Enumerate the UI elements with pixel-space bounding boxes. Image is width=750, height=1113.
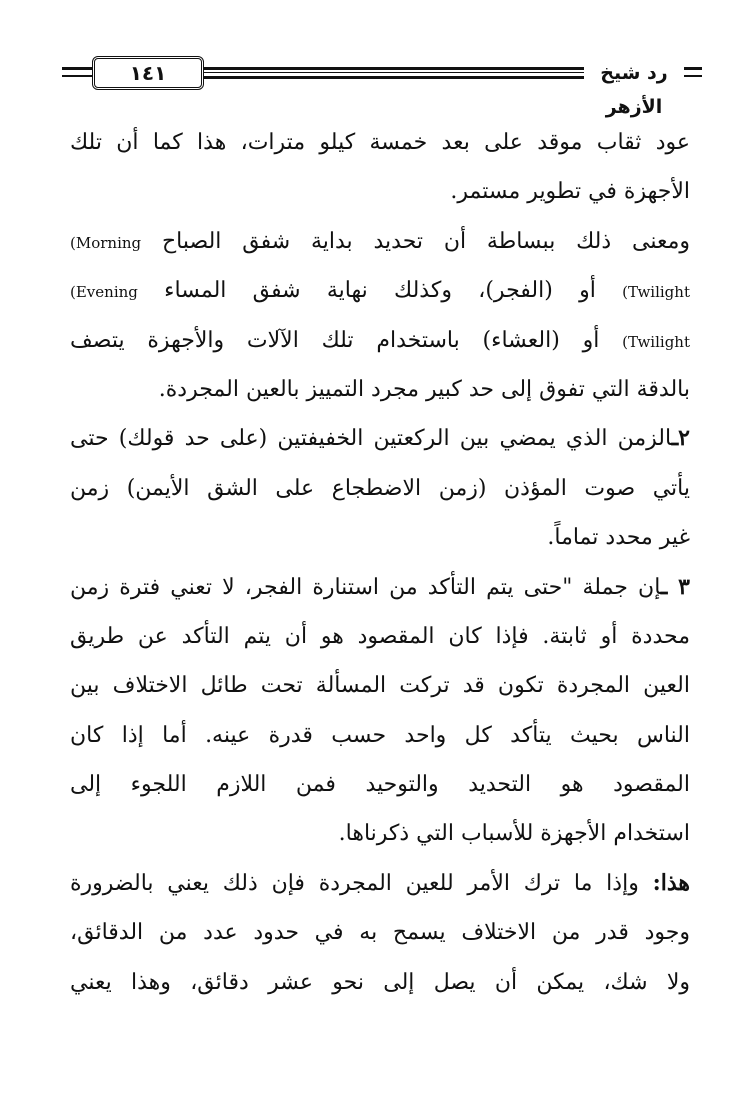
text-line: هذا: وإذا ما ترك الأمر للعين المجردة فإن ذلك يعني بالضرورة bbox=[70, 869, 690, 896]
latin-term: (Evening bbox=[70, 283, 138, 302]
text-line: ٣ ـإن جملة "حتى يتم التأكد من استنارة الفجر، لا تعني فترة زمن bbox=[70, 573, 690, 600]
page-number: ١٤١ bbox=[92, 56, 204, 90]
text-line: عود ثقاب موقد على بعد خمسة كيلو مترات، هذا كما أن تلك bbox=[70, 130, 690, 155]
text-line: بالدقة التي تفوق إلى حد كبير مجرد التمييز بالعين المجردة. bbox=[158, 376, 690, 402]
running-title: رد شيخ الأزهر bbox=[600, 62, 668, 118]
text-line: العين المجردة تكون قد تركت المسألة تحت طائل الاختلاف بين bbox=[70, 673, 690, 699]
text-line: وجود قدر من الاختلاف يسمح به في حدود عدد من الدقائق، bbox=[70, 920, 690, 946]
text-line: المقصود هو التحديد والتوحيد فمن اللازم اللجوء إلى bbox=[70, 772, 690, 798]
text-line: (Twilight أو (العشاء) باستخدام تلك الآلات والأجهزة يتصف bbox=[70, 327, 690, 353]
page-header bbox=[62, 52, 702, 118]
note-label: هذا: bbox=[652, 869, 690, 896]
text-line: ومعنى ذلك ببساطة أن تحديد بداية شفق الصباح (Morning bbox=[70, 228, 690, 254]
text-line: الناس بحيث يتأكد كل واحد حسب قدرة عينه. أما إذا كان bbox=[70, 722, 690, 748]
latin-term: (Morning bbox=[70, 233, 142, 252]
header-rule bbox=[204, 67, 584, 79]
body-text bbox=[70, 118, 690, 1007]
text-line: استخدام الأجهزة للأسباب التي ذكرناها. bbox=[338, 821, 690, 847]
text-line: غير محدد تماماً. bbox=[547, 525, 690, 551]
text-line: محددة أو ثابتة. فإذا كان المقصود هو أن يتم التأكد عن طريق bbox=[70, 623, 690, 649]
item-number: ٢ـ bbox=[671, 425, 690, 452]
latin-term: (Twilight bbox=[622, 283, 690, 302]
item-number: ٣ ـ bbox=[660, 573, 690, 600]
text-line: ٢ـالزمن الذي يمضي بين الركعتين الخفيفتين (على حد قولك) حتى bbox=[70, 425, 690, 452]
latin-term: (Twilight bbox=[622, 332, 690, 351]
header-rule-left bbox=[62, 67, 92, 77]
text-line: (Twilight أو (الفجر)، وكذلك نهاية شفق المساء (Evening bbox=[70, 278, 690, 304]
text-line: ولا شك، يمكن أن يصل إلى نحو عشر دقائق، وهذا يعني bbox=[70, 969, 690, 995]
text-line: الأجهزة في تطوير مستمر. bbox=[450, 179, 690, 205]
text-line: يأتي صوت المؤذن (زمن الاضطجاع على الشق الأيمن) زمن bbox=[70, 475, 690, 501]
header-rule-right bbox=[684, 67, 702, 77]
